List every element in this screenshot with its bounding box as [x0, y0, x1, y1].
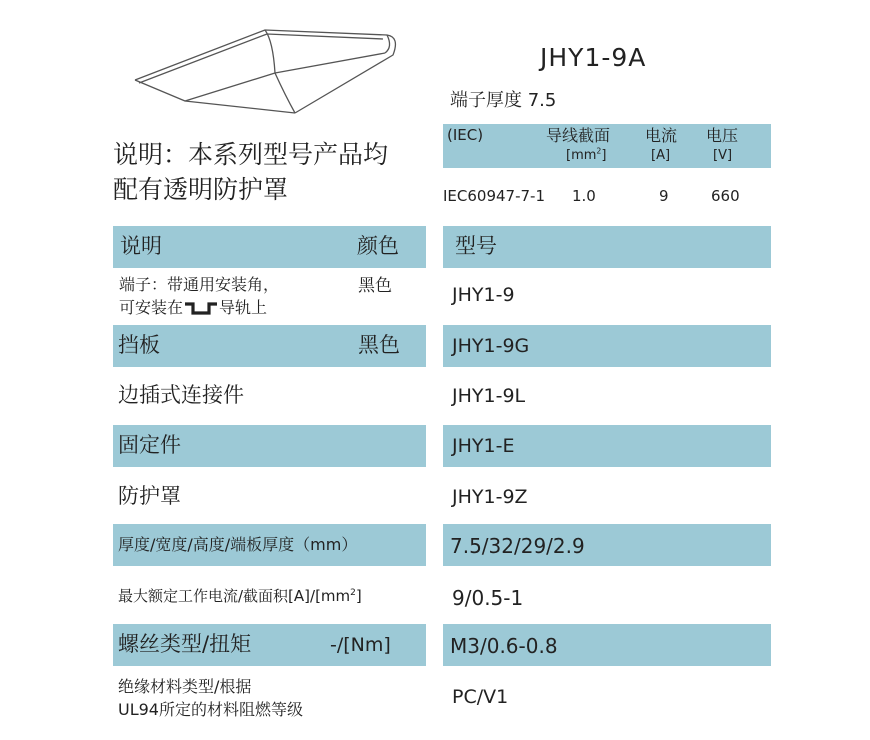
- row-model: PC/V1: [452, 686, 509, 708]
- row-model: JHY1-9G: [452, 335, 530, 357]
- row-desc-line1: 绝缘材料类型/根据: [118, 677, 252, 696]
- row-desc: 挡板: [118, 333, 160, 357]
- row-desc-line1: 端子：带通用安装角，: [119, 275, 280, 294]
- row-color: 黑色: [358, 333, 400, 357]
- spec-col-current-unit: [A]: [651, 148, 671, 163]
- row-desc: 螺丝类型/扭矩: [118, 632, 252, 656]
- row-desc-line2-a: 可安装在: [119, 298, 184, 317]
- row-color: -/[Nm]: [330, 634, 391, 656]
- spec-col-section-unit: $[mm^2]$: [566, 146, 607, 163]
- row-model: JHY1-E: [452, 435, 515, 457]
- protective-cover-illustration: [125, 25, 400, 115]
- intro-line-2: 配有透明防护罩: [113, 175, 289, 204]
- row-desc-line2: [119, 300, 267, 316]
- spec-col-voltage-unit: [V]: [713, 148, 733, 163]
- row-model: JHY1-9: [452, 284, 515, 306]
- row-model: M3/0.6-0.8: [450, 634, 558, 658]
- spec-col-section: 导线截面: [546, 126, 611, 145]
- row-color: 黑色: [358, 276, 392, 296]
- spec-col-iec: (IEC): [447, 126, 484, 144]
- row-model: JHY1-9Z: [452, 486, 528, 508]
- table-header-color: 颜色: [357, 234, 399, 258]
- product-title: JHY1-9A: [540, 43, 647, 72]
- spec-col-current: 电流: [645, 126, 678, 145]
- row-desc-line2: UL94所定的材料阻燃等级: [118, 700, 303, 719]
- row-desc: 边插式连接件: [118, 383, 244, 407]
- intro-line-1: 说明：本系列型号产品均: [113, 140, 389, 169]
- spec-section-value: 1.0: [572, 187, 596, 205]
- spec-col-voltage: 电压: [706, 126, 739, 145]
- terminal-thickness: 端子厚度 7.5: [450, 90, 557, 111]
- row-desc: 厚度/宽度/高度/端板厚度（mm）: [118, 535, 358, 554]
- row-model: JHY1-9L: [452, 385, 526, 407]
- spec-standard: IEC60947-7-1: [443, 187, 546, 205]
- row-desc-line2-b: 导轨上: [219, 298, 268, 317]
- table-header-desc: 说明: [120, 234, 162, 258]
- spec-voltage-value: 660: [711, 187, 740, 205]
- table-header-model: 型号: [455, 234, 497, 258]
- row-desc: 最大额定工作电流/截面积$[A]/[mm^2]$: [118, 587, 362, 605]
- row-model: 9/0.5-1: [452, 586, 524, 610]
- din-rail-icon: [183, 300, 219, 316]
- row-desc: 防护罩: [118, 484, 181, 508]
- row-model: 7.5/32/29/2.9: [450, 534, 585, 558]
- row-desc: 固定件: [118, 433, 181, 457]
- spec-current-value: 9: [659, 187, 669, 205]
